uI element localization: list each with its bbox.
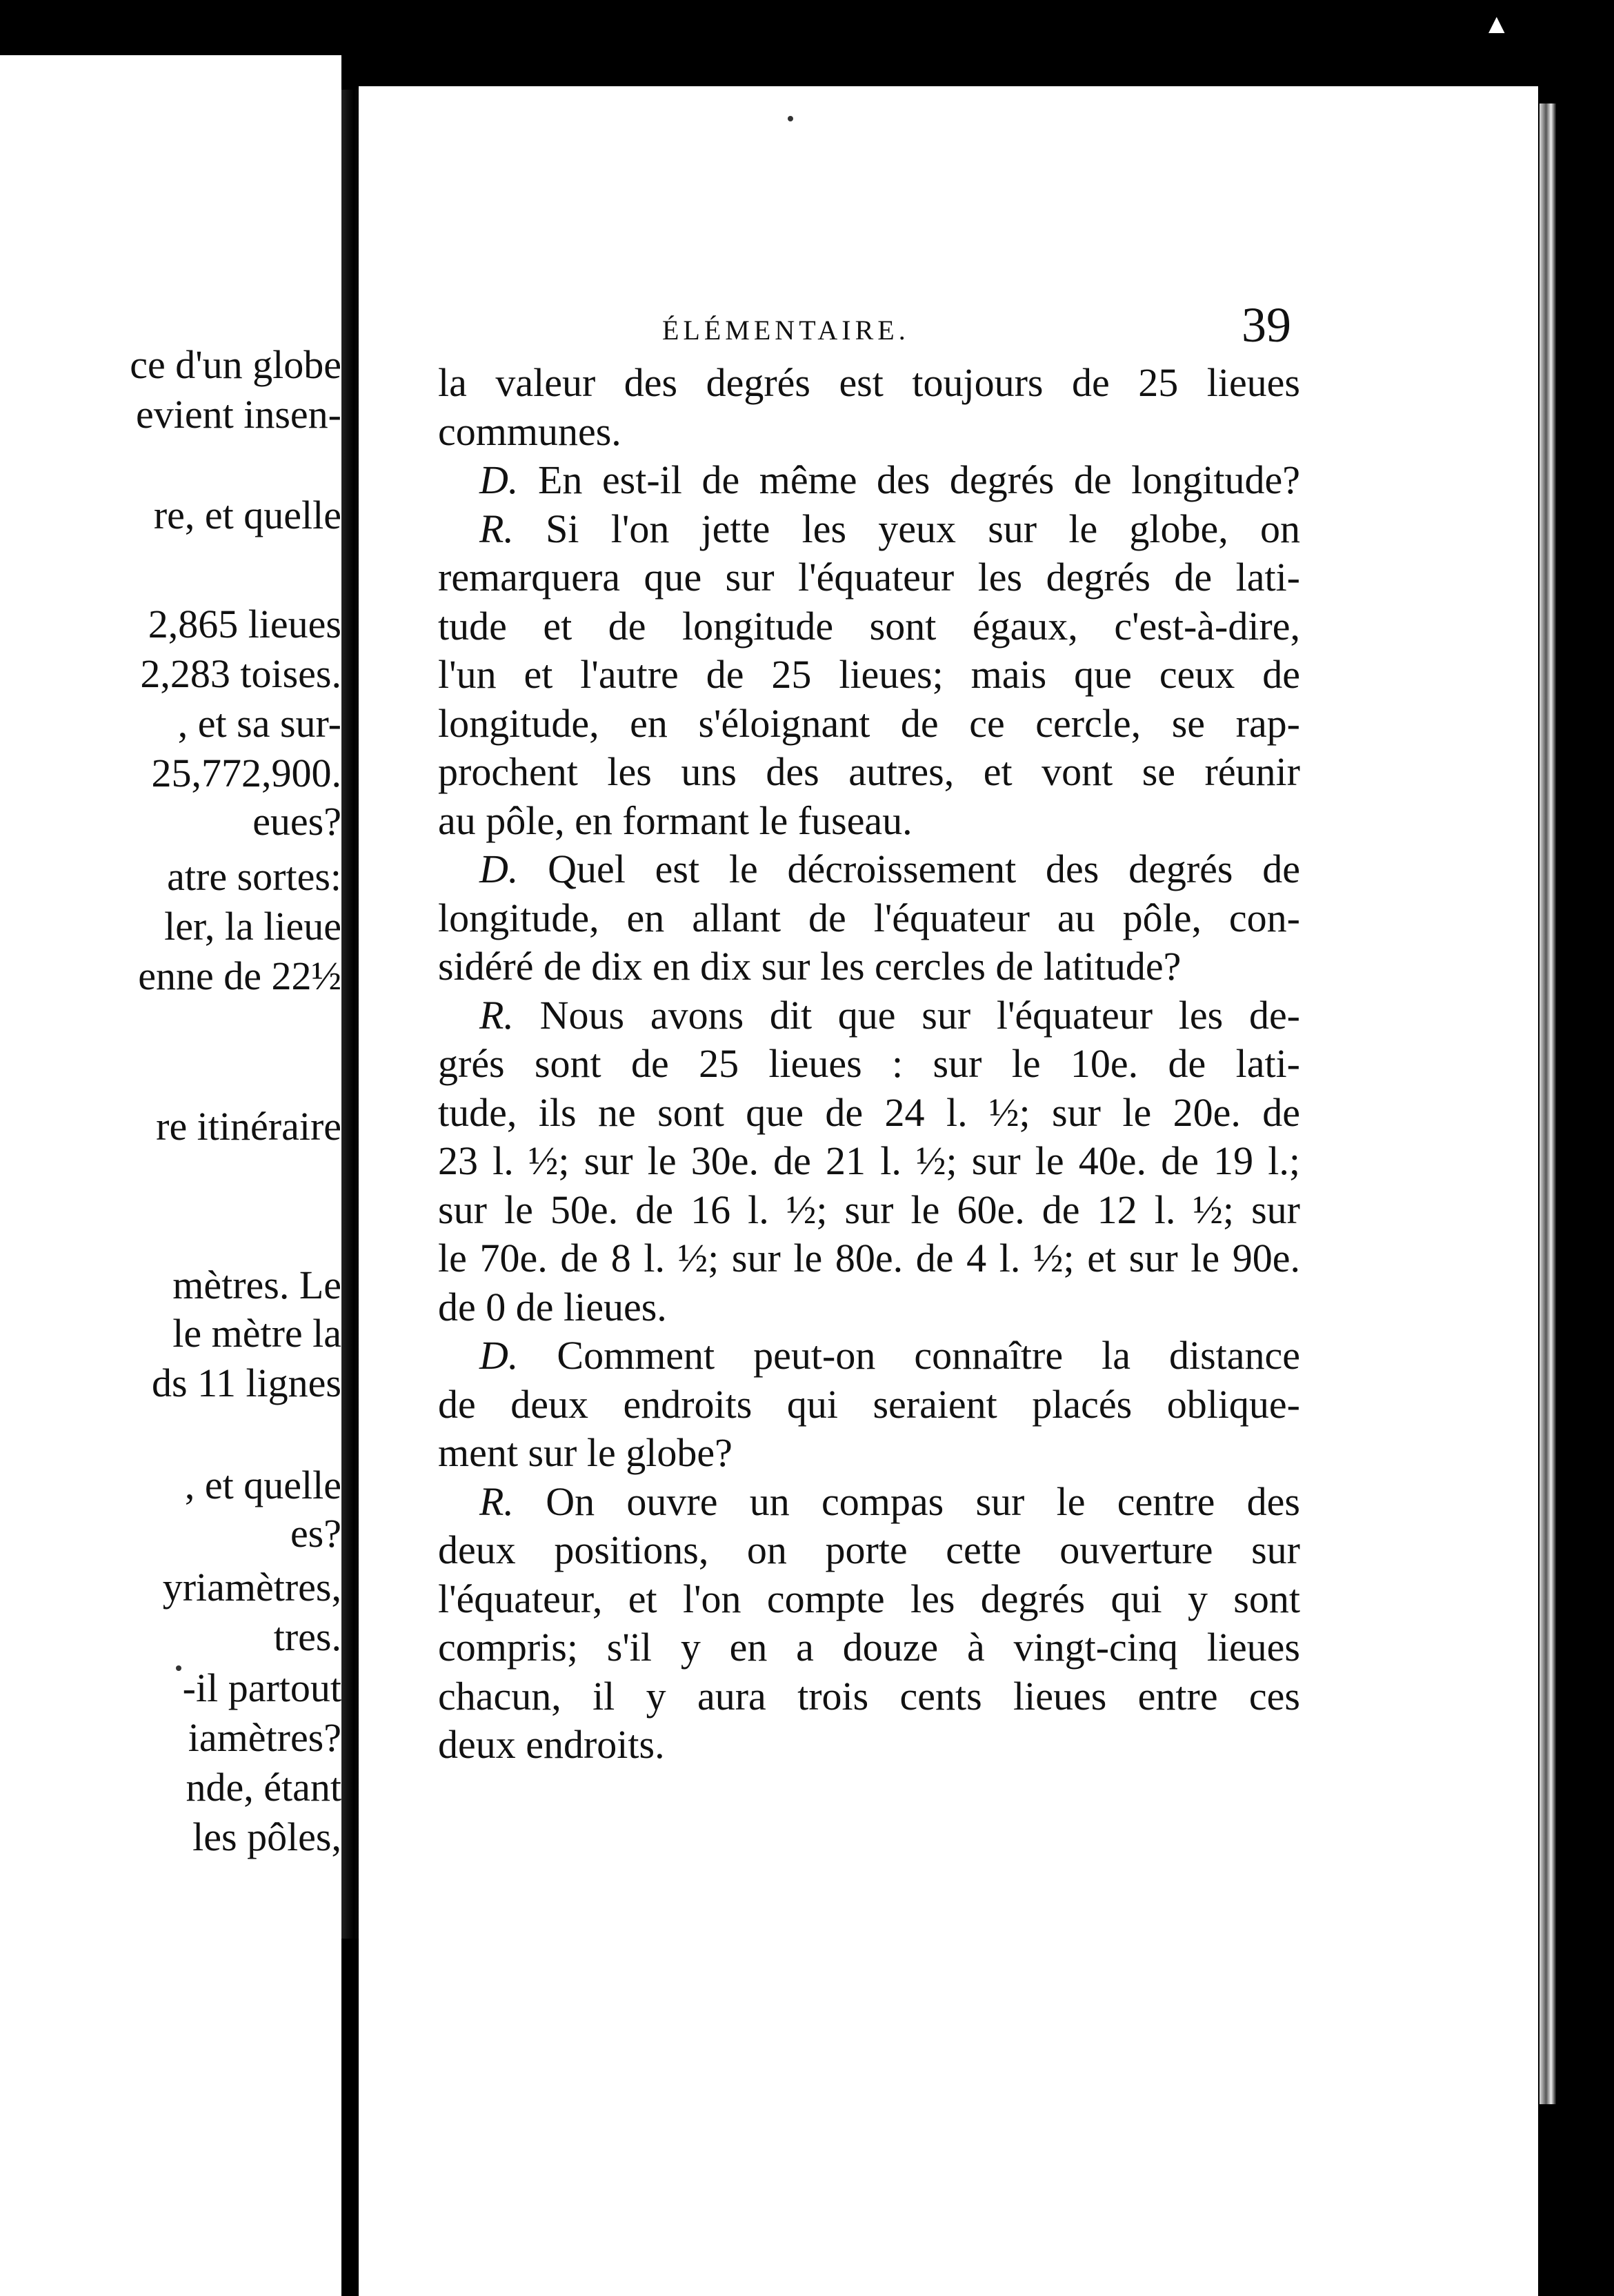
text-line: [438, 942, 1300, 991]
left-page-line: es?: [290, 1511, 341, 1556]
line-text: prochent les uns des autres, et vont se réunir: [438, 749, 1300, 794]
line-text: On ouvre un compas sur le centre des: [546, 1478, 1300, 1524]
line-text: ment sur le globe?: [438, 1430, 733, 1475]
running-head: ÉLÉMENTAIRE.: [662, 315, 910, 346]
line-text: le 70e. de 8 l. ½; sur le 80e. de 4 l. ½; et sur le 90e.: [438, 1236, 1300, 1280]
speaker-marker: R.: [479, 992, 514, 1038]
corner-mark-icon: ▲: [1483, 8, 1511, 39]
line-text: sur le 50e. de 16 l. ½; sur le 60e. de 12 l. ½; sur: [438, 1187, 1300, 1232]
left-page-line: tres.: [273, 1614, 341, 1659]
text-line: [438, 1429, 1300, 1478]
speaker-marker: D.: [479, 457, 519, 502]
line-text: de 0 de lieues.: [438, 1284, 667, 1329]
text-line: [438, 602, 1300, 651]
line-text: au pôle, en formant le fuseau.: [438, 798, 913, 843]
left-page-line: 2,283 toises.: [140, 651, 341, 696]
speaker-marker: R.: [479, 1478, 514, 1524]
line-text: tude et de longitude sont égaux, c'est-à-dire,: [438, 603, 1300, 649]
text-line: [438, 505, 1300, 554]
speaker-marker: R.: [479, 506, 514, 551]
text-line: [438, 894, 1300, 943]
left-page-line: mètres. Le: [172, 1263, 341, 1307]
line-text: de deux endroits qui seraient placés oblique-: [438, 1381, 1300, 1427]
left-page-line: enne de 22½: [138, 953, 341, 998]
text-line: [438, 1040, 1300, 1089]
text-line: [438, 1089, 1300, 1138]
left-page-line: atre sortes:: [167, 854, 341, 899]
ink-speck: [176, 1665, 181, 1671]
text-line: [438, 1283, 1300, 1332]
left-page-line: 2,865 lieues: [148, 602, 341, 646]
line-text: grés sont de 25 lieues : sur le 10e. de lati-: [438, 1041, 1300, 1086]
text-line: [438, 1478, 1300, 1527]
text-line: [438, 1623, 1300, 1672]
text-line: [438, 408, 1300, 457]
left-page-line: re itinéraire: [156, 1104, 341, 1149]
line-text: tude, ils ne sont que de 24 l. ½; sur le 20e. de: [438, 1089, 1300, 1135]
text-line: [438, 456, 1300, 505]
line-text: chacun, il y aura trois cents lieues entre ces: [438, 1673, 1300, 1719]
line-text: remarquera que sur l'équateur les degrés de lati-: [438, 555, 1300, 600]
text-line: [438, 1332, 1300, 1380]
left-page-line: ce d'un globe: [130, 342, 341, 387]
left-page-line: yriamètres,: [162, 1565, 341, 1610]
text-line: [438, 1380, 1300, 1429]
left-page-line: ler, la lieue: [164, 904, 341, 949]
line-text: l'un et l'autre de 25 lieues; mais que ceux de: [438, 652, 1300, 697]
line-text: communes.: [438, 408, 621, 454]
left-page-text: [0, 55, 341, 2296]
ink-speck: [788, 116, 793, 121]
left-page-line: les pôles,: [192, 1814, 341, 1859]
text-line: [438, 1721, 1300, 1770]
line-text: Comment peut-on connaître la distance: [557, 1333, 1300, 1378]
left-page-line: , et sa sur-: [177, 701, 341, 746]
left-page-line: ds 11 lignes: [152, 1360, 341, 1405]
left-page-line: eues?: [252, 799, 341, 844]
text-line: [438, 748, 1300, 797]
line-text: Quel est le décroissement des degrés de: [548, 847, 1301, 891]
line-text: sidéré de dix en dix sur les cercles de latitude?: [438, 944, 1182, 989]
speaker-marker: D.: [479, 1333, 519, 1378]
left-page-line: iamètres?: [188, 1715, 341, 1760]
text-line: [438, 1575, 1300, 1624]
line-text: Si l'on jette les yeux sur le globe, on: [546, 506, 1301, 551]
line-text: la valeur des degrés est toujours de 25 lieues: [438, 360, 1300, 405]
line-text: deux positions, on porte cette ouverture sur: [438, 1527, 1300, 1572]
line-text: En est-il de même des degrés de longitude?: [537, 457, 1300, 502]
text-line: [438, 1672, 1300, 1721]
line-text: Nous avons dit que sur l'équateur les de-: [539, 992, 1300, 1038]
left-page: [0, 55, 341, 2296]
text-line: [438, 797, 1300, 846]
text-line: [438, 700, 1300, 749]
line-text: 23 l. ½; sur le 30e. de 21 l. ½; sur le 40e. de 19 l.;: [438, 1138, 1300, 1183]
speaker-marker: D.: [479, 847, 519, 891]
text-line: [438, 553, 1300, 602]
line-text: longitude, en s'éloignant de ce cercle, se rap-: [438, 700, 1300, 746]
line-text: l'équateur, et l'on compte les degrés qui y sont: [438, 1576, 1300, 1621]
text-line: [438, 651, 1300, 700]
line-text: longitude, en allant de l'équateur au pôle, con-: [438, 895, 1300, 940]
left-page-line: re, et quelle: [153, 493, 341, 537]
left-page-line: le mètre la: [172, 1311, 341, 1356]
text-line: [438, 359, 1300, 408]
left-page-line: evient insen-: [136, 392, 341, 437]
line-text: deux endroits.: [438, 1722, 665, 1767]
text-line: [438, 1526, 1300, 1575]
text-line: [438, 991, 1300, 1040]
line-text: compris; s'il y en a douze à vingt-cinq lieues: [438, 1625, 1300, 1670]
left-page-line: nde, étant: [186, 1765, 341, 1810]
text-line: [438, 1234, 1300, 1283]
page-number: 39: [1242, 297, 1291, 353]
left-page-line: 25,772,900.: [151, 751, 341, 795]
text-line: [438, 1137, 1300, 1186]
page-edge: [1540, 103, 1556, 2104]
text-line: [438, 845, 1300, 894]
text-line: [438, 1186, 1300, 1235]
left-page-line: , et quelle: [184, 1463, 341, 1507]
left-page-line: -il partout: [182, 1665, 341, 1710]
page-body: [438, 359, 1300, 1770]
